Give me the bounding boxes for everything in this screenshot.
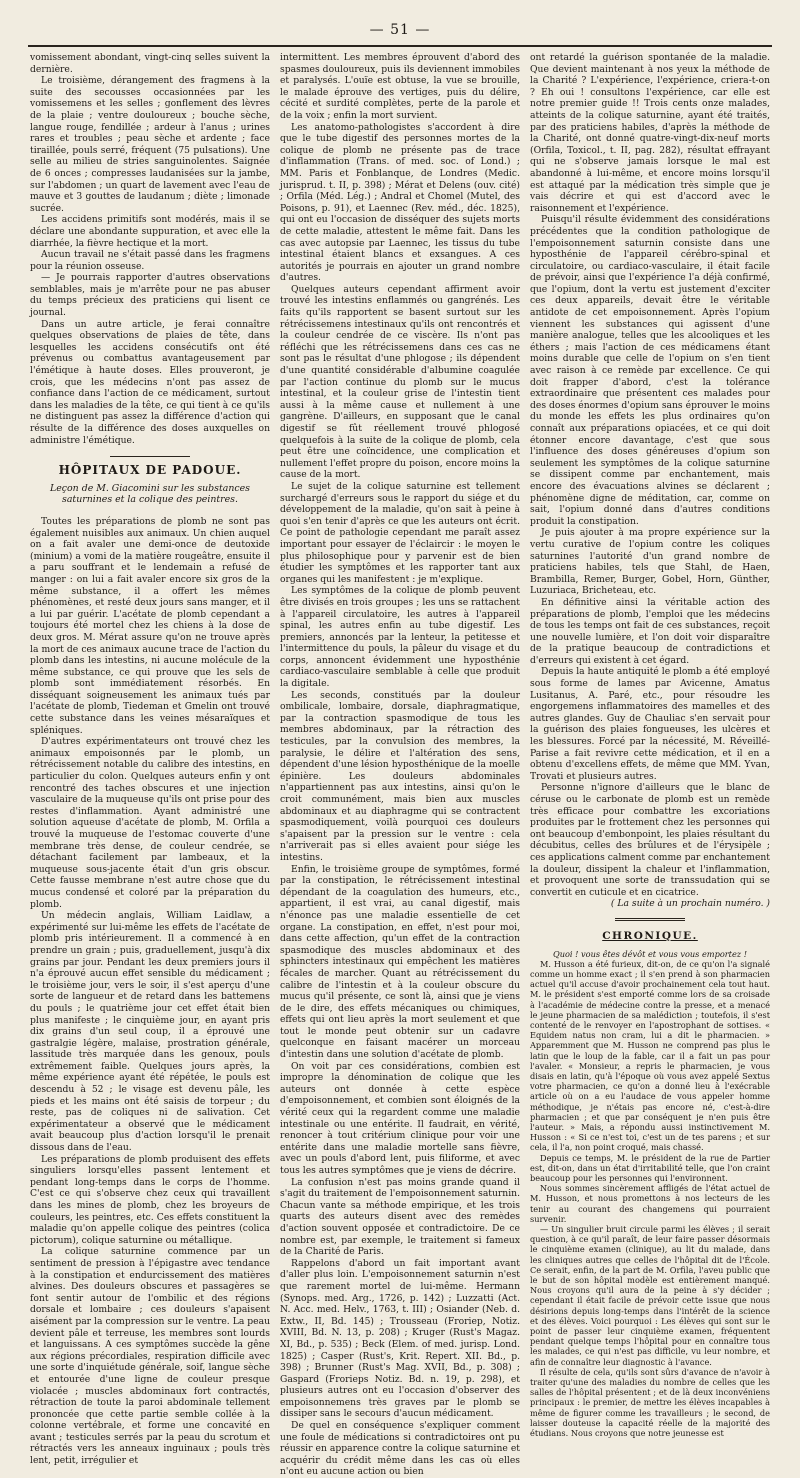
- paragraph: Nous sommes sincèrement affligés de l'état actuel de M. Husson, et nous promettons à nos lecteurs de les tenir au courant des changemens qui pourraient survenir.: [530, 1183, 770, 1224]
- paragraph: On voit par ces considérations, combien est impropre la dénomination de colique que les auteurs ont donnée à cette espèce d'empoisonnement, et combien sont éloignés de la vérité ceux qui la regardent comme une maladie intestinale ou une entérite. Il faudrait, en vérité, renoncer à tout critérium clinique pour voir une entérite dans une maladie mortelle sans fièvre, avec un pouls d'abord lent, puis filiforme, et avec tous les autres symptômes que je viens de décrire.: [280, 1060, 520, 1176]
- page-number: — 51 —: [369, 22, 431, 38]
- paragraph: D'autres expérimentateurs ont trouvé chez les animaux empoisonnés par le plomb, un rétrécissement notable du calibre des intestins, en particulier du colon. Quelques auteurs enfin y ont rencontré des taches obscures et une injection vasculaire de la muqueuse qu'ils ont prise pour des restes d'inflammation. Ayant administré une solution aqueuse d'acétate de plomb, M. Orfila a trouvé la muqueuse de l'estomac couverte d'une membrane très dense, de couleur cendrée, se détachant facilement par lambeaux, et la muqueuse sous-jacente était d'un gris obscur. Cette fausse membrane n'est autre chose que du mucus condensé et coloré par la préparation du plomb.: [30, 736, 270, 910]
- header-rule: [28, 45, 772, 47]
- paragraph: Quelques auteurs cependant affirment avoir trouvé les intestins enflammés ou gangrénés. Les faits qu'ils rapportent se basent surtout sur les rétrécissemens intestinaux qu'ils ont rencontrés et la couleur cendrée de ce viscère. Ils n'ont pas réfléchi que les rétrécissemens dans ces cas ne sont pas le résultat d'une phlogose ; ils dépendent d'une quantité considérable d'albumine coagulée par l'action continue du plomb sur le mucus intestinal, et la couleur grise de l'intestin tient aussi à la même cause et nullement à une gangrène. D'ailleurs, en supposant que le canal digestif se fût réellement trouvé phlogosé quelquefois à la suite de la colique de plomb, cela peut être une coïncidence, une complication et nullement l'effet propre du poison, encore moins la cause de la mort.: [280, 283, 520, 481]
- paragraph: Les symptômes de la colique de plomb peuvent être divisés en trois groupes ; les uns se rattachent à l'appareil circulatoire, les autres à l'appareil spinal, les autres enfin au tube digestif. Les premiers, annoncés par la lenteur, la petitesse et l'intermittence du pouls, la pâleur du visage et du corps, annoncent évidemment une hyposthénie cardiaco-vasculaire semblable à celle que produit la digitale.: [280, 585, 520, 690]
- paragraph: Les anatomo-pathologistes s'accordent à dire que le tube digestif des personnes mortes de la colique de plomb ne présente pas de trace d'inflammation (Trans. of med. soc. of Lond.) ; MM. Paris et Fonblanque, de Londres (Medic. jurisprud. t. II, p. 398) ; Mérat et Delens (ouv. cité) ; Orfila (Méd. Lég.) ; Andral et Chomel (Mutel, des Poisons, p. 91), et Laennec (Rev. méd., déc. 1825), qui ont eu l'occasion de disséquer des sujets morts de cette maladie, attestent le même fait. Dans les cas avec autopsie par Laennec, les tissus du tube intestinal étaient blancs et exsangues. A ces autorités je pourrais en ajouter un grand nombre d'autres.: [280, 121, 520, 284]
- column-1: [30, 52, 270, 1467]
- paragraph: La colique saturnine commence par un sentiment de pression à l'épigastre avec tendance à la constipation et endurcissement des matières alvines. Des douleurs obscures et passagères se font sentir autour de l'ombilic et des régions dorsale et lombaire ; ces douleurs s'apaisent aisément par la compression sur le ventre. La peau devient pâle et terreuse, les membres sont lourds et languissans. A ces symptômes succède la gêne aux régions précordiales, respiration difficile avec une sorte d'inquiétude générale, soif, langue sèche et entourée d'une ligne de couleur presque violacée ; muscles abdominaux fort contractés, rétraction de toute la paroi abdominale tellement prononcée que cette partie semble collée à la colonne vertébrale, et forme une concavité en avant ; testicules serrés par la peau du scrotum et rétractés vers les anneaux inguinaux ; pouls très lent, petit, irrégulier et: [30, 1246, 270, 1467]
- paragraph: De quel en conséquence s'expliquer comment une foule de médications si contradictoires ont pu réussir en apparence contre la colique saturnine et acquérir du crédit même dans les cas où elles n'ont eu aucune action ou bien: [280, 1420, 520, 1478]
- paragraph: La confusion n'est pas moins grande quand il s'agit du traitement de l'empoisonnement saturnin. Chacun vante sa méthode empirique, et les trois quarts des auteurs disent avec des remèdes d'action souvent opposée et contradictoire. De ce nombre est, par exemple, le traitement si fameux de la Charité de Paris.: [280, 1176, 520, 1258]
- paragraph: M. Husson a été furieux, dit-on, de ce qu'on l'a signalé comme un homme exact ; il s'en prend à son pharmacien actuel qu'il accuse d'avoir prochainement cela tout haut. M. le président s'est emporté comme lors de sa croisade à l'académie de médecine contre la presse, et a menacé le jeune pharmacien de sa malédiction ; toutefois, il s'est contenté de le renvoyer en l'apostrophant de sottises. « Equidem natus non cram, lui a dit le pharmacien. » Apparemment que M. Husson ne comprend pas plus le latin que le loup de la fable, car il a fait un pas pour l'avaler. « Monsieur, a repris le pharmacien, je vous disais en latin, qu'à l'époque où vous avez appelé Sextus votre pharmacien, ce qu'on a donné lieu à l'exécrable article où on a eu l'audace de vous appeler homme méthodique, je n'étais pas encore né, c'est-à-dire pharmacien ; et que par conséquent je n'en puis être l'auteur. » Mais, a répondu aussi instinctivement M. Husson : « Si ce n'est toi, c'est un de tes parens ; et sur cela, il l'a, non point croqué, mais chassé.: [530, 958, 770, 1153]
- paragraph: — Un singulier bruit circule parmi les élèves ; il serait question, à ce qu'il paraît, de leur faire passer désormais le cinquième examen (clinique), au lit du malade, dans les cliniques autres que celles de l'hôpital dit de l'École. Ce serait, enfin, de la part de M. Orfila, l'aveu public que le but de son hôpital modèle est entièrement manqué. Nous croyons qu'il aura de la peine à s'y décider ; cependant il était facile de prévoir cette issue que nous désirions depuis long-temps dans l'intérêt de la science et des élèves. Voici pourquoi : Les élèves qui sont sur le point de passer leur cinquième examen, fréquentent pendant quelque temps l'hôpital pour en connaître tous les malades, ce qui n'est pas difficile, vu leur nombre, et afin de connaître leur diagnostic à l'avance.: [530, 1224, 770, 1367]
- paragraph: Le troisième, dérangement des fragmens à la suite des secousses occasionnées par les vomissemens et les selles ; gonflement des lèvres de la plaie ; ventre douloureux ; bouche sèche, langue rouge, fendillée ; ardeur à l'anus ; urines rares et troubles ; peau sèche et ardente ; face tiraillée, pouls serré, fréquent (75 pulsations). Une selle au milieu de stries sanguinolentes. Saignée de 6 onces ; compresses laudanisées sur la jambe, sur l'abdomen ; un quart de lavement avec l'eau de mauve et 3 gouttes de laudanum ; diète ; limonade sucrée.: [30, 75, 270, 214]
- section-subheading: Leçon de M. Giacomini sur les substances saturnines et la colique des peintres.: [50, 482, 250, 506]
- continuation-note: ( La suite à un prochain numéro. ): [610, 898, 770, 910]
- paragraph: Un médecin anglais, William Laidlaw, a expérimenté sur lui-même les effets de l'acétate de plomb pris intérieurement. Il a commencé à en prendre un grain ; puis, graduellement, jusqu'à dix grains par jour. Pendant les deux premiers jours il n'a éprouvé aucun effet sensible du médicament ; le troisième jour, vers le soir, il s'est aperçu d'une sorte de langueur et de retard dans les battemens du pouls ; le quatrième jour cet effet était bien plus manifeste ; le cinquième jour, en ayant pris dix grains d'un seul coup, il a éprouvé une gastralgie légère, malaise, prostration générale, lassitude très marquée dans les genoux, pouls extrêmement faible. Quelques jours après, la même expérience ayant été répétée, le pouls est descendu à 52 ; le visage est devenu pâle, les pieds et les mains ont été saisis de torpeur ; du reste, pas de coliques ni de salivation. Cet expérimentateur a observé que le médicament avait beaucoup plus d'action lorsqu'il le prenait dissous dans de l'eau.: [30, 910, 270, 1154]
- paragraph: Personne n'ignore d'ailleurs que le blanc de céruse ou le carbonate de plomb est un remède très efficace pour combattre les excoriations produites par le frottement chez les personnes qui ont beaucoup d'embonpoint, les plaies résultant du décubitus, celles des brûlures et de l'érysipèle ; ces applications calment comme par enchantement la douleur, dissipent la chaleur et l'inflammation, et provoquent une sorte de transsudation qui se convertit en cuticule et en cicatrice.: [530, 782, 770, 898]
- paragraph: vomissement abondant, vingt-cinq selles suivent la dernière.: [30, 52, 270, 75]
- paragraph: Rappelons d'abord un fait important avant d'aller plus loin. L'empoisonnement saturnin n'est que rarement mortel de lui-même. Hermann (Synops. med. Arg., 1726, p. 142) ; Luzzatti (Act. N. Acc. med. Helv., 1763, t. III) ; Osiander (Neb. d. Extw., II, Bd. 145) ; Trousseau (Froriep, Notiz. XVIII, Bd. N. 13, p. 208) ; Kruger (Rust's Magaz. XI, Bd., p. 535) ; Beck (Elem. of med. jurisp. Lond. 1825) ; Casper (Rust's, Krit. Repert. XII. Bd., p. 398) ; Brunner (Rust's Mag. XVII, Bd., p. 308) ; Gaspard (Frorieps Notiz. Bd. n. 19, p. 298), et plusieurs autres ont eu l'occasion d'observer des empoisonnemens très graves par le plomb se dissiper sans le secours d'aucun médicament.: [280, 1257, 520, 1420]
- column-2: [280, 52, 520, 1478]
- paragraph: Les seconds, constitués par la douleur ombilicale, lombaire, dorsale, diaphragmatique, par la contraction spasmodique de tous les membres abdominaux, par la rétraction des testicules, par la convulsion des membres, la paralysie, le délire et l'altération des sens, dépendent d'une lésion hyposthénique de la moelle épinière. Les douleurs abdominales n'appartiennent pas aux intestins, ainsi qu'on le croit communément, mais bien aux muscles abdominaux et au diaphragme qui se contractent spasmodiquement, voilà pourquoi ces douleurs s'apaisent par la pression sur le ventre : cela n'arriverait pas si elles avaient pour siége les intestins.: [280, 689, 520, 863]
- paragraph: Dans un autre article, je ferai connaître quelques observations de plaies de tête, dans lesquelles les accidens consécutifs ont été prévenus ou combattus avantageusement par l'émétique à haute doses. Elles prouveront, je crois, que les médecins n'ont pas assez de confiance dans l'action de ce médicament, surtout dans les maladies de la tête, ce qui tient à ce qu'ils ne distinguent pas assez la différence d'action qui résulte de la différence des doses auxquelles on administre l'émétique.: [30, 318, 270, 446]
- paragraph: Il résulte de cela, qu'ils sont sûrs d'avance de n'avoir à traiter qu'une des maladies du nombre de celles que les salles de l'hôpital présentent ; et de là deux inconvéniens principaux : le premier, de mettre les élèves incapables à même de figurer comme les travailleurs ; le second, de laisser douteuse la capacité réelle de la majorité des étudians. Nous croyons que notre jeunesse est: [530, 1366, 770, 1439]
- paragraph: Les préparations de plomb produisent des effets singuliers lorsqu'elles passent lentement et pendant long-temps dans le corps de l'homme. C'est ce qui s'observe chez ceux qui travaillent dans les mines de plomb, chez les broyeurs de couleurs, les peintres, etc. Ces effets constituent la maladie qu'on appelle colique des peintres (colica pictorum), colique saturnine ou métallique.: [30, 1153, 270, 1246]
- paragraph: Aucun travail ne s'était passé dans les fragmens pour la réunion osseuse.: [30, 249, 270, 272]
- section-divider: [615, 918, 685, 921]
- chronique-heading: CHRONIQUE.: [602, 929, 698, 942]
- chronique-epigraph: Quoi ! vous êtes dévôt et vous vous emportez !: [552, 948, 748, 959]
- paragraph: Le sujet de la colique saturnine est tellement surchargé d'erreurs sous le rapport du siége et du développement de la maladie, qu'on sait à peine à quoi s'en tenir d'après ce que les auteurs ont écrit. Ce point de pathologie cependant me paraît assez important pour essayer de l'éclaircir : le moyen le plus philosophique pour y parvenir est de bien étudier les symptômes et les rapporter tant aux organes qui les manifestent : je m'explique.: [280, 480, 520, 585]
- paragraph: ont retardé la guérison spontanée de la maladie. Que devient maintenant à nos yeux la méthode de la Charité ? L'expérience, l'expérience, criera-t-on ? Eh oui ! consultons l'expérience, car elle est notre premier guide !! Trois cents onze malades, atteints de la colique saturnine, ayant été traités, par des praticiens habiles, d'après la méthode de la Charité, ont donné quatre-vingt-dix-neuf morts (Orfila, Toxicol., t. II, pag. 282), résultat effrayant qui ne s'observe jamais lorsque le mal est abandonné à lui-même, et encore moins lorsqu'il est attaqué par la médication très simple que je vais décrire et qui est d'accord avec le raisonnement et l'expérience.: [530, 52, 770, 214]
- column-3: [530, 52, 770, 1439]
- paragraph: En définitive ainsi la véritable action des préparations de plomb, l'emploi que les médecins de tous les temps ont fait de ces substances, reçoit une nouvelle lumière, et l'on doit voir disparaître de la pratique beaucoup de contradictions et d'erreurs qui existent à cet égard.: [530, 596, 770, 666]
- paragraph: Depuis ce temps, M. le président de la rue de Partier est, dit-on, dans un état d'irritabilité telle, que l'on craint beaucoup pour les personnes qui l'environnent.: [530, 1152, 770, 1183]
- chronique-body: [530, 949, 770, 1439]
- paragraph: Je puis ajouter à ma propre expérience sur la vertu curative de l'opium contre les coliques saturnines l'autorité d'un grand nombre de praticiens habiles, tels que Stahl, de Haen, Brambilla, Remer, Burger, Gobel, Horn, Günther, Luzuriaca, Bricheteau, etc.: [530, 527, 770, 597]
- paragraph: Enfin, le troisième groupe de symptômes, formé par la constipation, le rétrécissement intestinal dépendant de la coagulation des humeurs, etc., appartient, il est vrai, au canal digestif, mais n'énonce pas une maladie essentielle de cet organe. La constipation, en effet, n'est pour moi, dans cette affection, qu'un effet de la contraction spasmodique des muscles abdominaux et des sphincters intestinaux qui empêchent les matières fécales de marcher. Quant au rétrécissement du calibre de l'intestin et à la couleur obscure du mucus qu'il présente, ce sont là, ainsi que je viens de le dire, des effets mécaniques ou chimiques, effets qui ont lieu après la mort seulement et que tout le monde peut obtenir sur un cadavre quelconque en faisant macérer un morceau d'intestin dans une solution d'acétate de plomb.: [280, 863, 520, 1061]
- paragraph: Puisqu'il résulte évidemment des considérations précédentes que la condition pathologique de l'empoisonnement saturnin consiste dans une hyposthénie de l'appareil cérébro-spinal et circulatoire, ou cardiaco-vasculaire, il était facile de prévoir, ainsi que l'expérience l'a déjà confirmé, que l'opium, dont la vertu est justement d'exciter ces deux appareils, devait être le véritable antidote de cet empoisonnement. Après l'opium viennent les substances qui agissent d'une manière analogue, telles que les alcooliques et les éthers ; mais l'action de ces médicamens étant moins durable que celle de l'opium on s'en tient avec raison à ce remède par excellence. Ce qui doit frapper d'abord, c'est la tolérance extraordinaire que présentent ces malades pour des doses énormes d'opium sans éprouver le moins du monde les effets les plus ordinaires qu'on connaît aux préparations opiacées, et ce qui doit étonner encore davantage, c'est que sous l'influence des doses généreuses d'opium son seulement les symptômes de la colique saturnine se dissipent comme par enchantement, mais encore des évacuations alvines se déclarent ; phénomène digne de méditation, car, comme on sait, l'opium donné dans d'autres conditions produit la constipation.: [530, 214, 770, 527]
- paragraph: intermittent. Les membres éprouvent d'abord des spasmes douloureux, puis ils deviennent immobiles et paralysés. L'ouïe est obtuse, la vue se brouille, le malade éprouve des vertiges, puis du délire, cécité et surdité complètes, perte de la parole et de la voix ; enfin la mort survient.: [280, 52, 520, 121]
- section-divider: [110, 456, 190, 457]
- paragraph: — Je pourrais rapporter d'autres observations semblables, mais je m'arrête pour ne pas abuser du temps précieux des praticiens qui lisent ce journal.: [30, 272, 270, 319]
- section-heading: HÔPITAUX DE PADOUE.: [58, 463, 242, 478]
- paragraph: Toutes les préparations de plomb ne sont pas également nuisibles aux animaux. Un chien auquel on a fait avaler une demi-once de deutoxide (minium) a vomi de la matière rougeâtre, ensuite il a paru souffrant et le lendemain a refusé de manger : on lui a fait avaler encore six gros de la même substance, il a offert les mêmes phénomènes, et resté deux jours sans manger, et il a lui par guérir. L'acétate de plomb cependant a toujours été mortel chez les chiens à la dose de deux gros. M. Mérat assure qu'on ne trouve après la mort de ces animaux aucune trace de l'action du plomb dans les intestins, ni aucune molécule de la même substance, ce qui prouve que les sels de plomb sont immédiatement résorbés. En disséquant soigneusement les animaux tués par l'acétate de plomb, Tiedeman et Gmelin ont trouvé cette substance dans les veines mésaraïques et spléniques.: [30, 515, 270, 736]
- paragraph: Les accidens primitifs sont modérés, mais il se déclare une abondante suppuration, et avec elle la diarrhée, la fièvre hectique et la mort.: [30, 214, 270, 249]
- paragraph: Depuis la haute antiquité le plomb a été employé sous forme de lames par Avicenne, Amatus Lusitanus, A. Paré, etc., pour résoudre les engorgemens inflammatoires des mamelles et des autres glandes. Guy de Chauliac s'en servait pour la guérison des plaies fongueuses, les ulcères et les blessures. Forcé par la nécessité, M. Réveillé-Parise a fait revivre cette médication, et il en a obtenu d'excellens effets, de même que MM. Yvan, Trovati et plusieurs autres.: [530, 666, 770, 782]
